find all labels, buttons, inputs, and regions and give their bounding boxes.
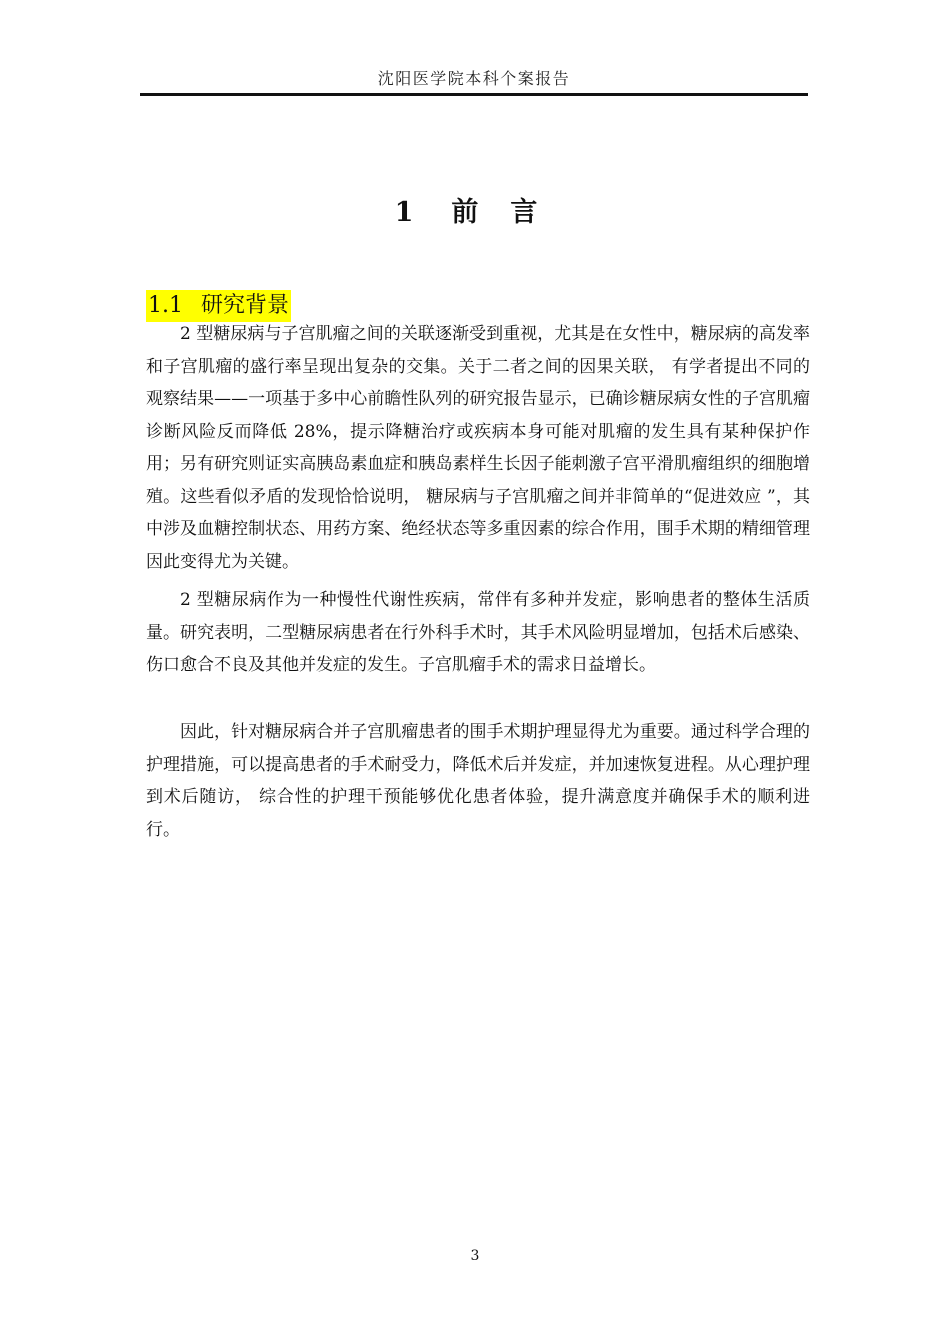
chapter-title-word-1: 前 (451, 197, 479, 229)
chapter-number: 1 (394, 197, 414, 229)
body-paragraph-1: 2 型糖尿病与子宫肌瘤之间的关联逐渐受到重视，尤其是在女性中，糖尿病的高发率和子宫肌瘤的盛行率呈现出复杂的交集。关于二者之间的因果关联， 有学者提出不同的观察结果——一项基于多中心前瞻性队列的研究报告显示，已确诊糖尿病女性的子宫肌瘤诊断风险反而降低 28%，提示降糖治疗或疾病本身可能对肌瘤的发生具有某种保护作用；另有研究则证实高胰岛素血症和胰岛素样生长因子能刺激子宫平滑肌瘤组织的细胞增殖。这些看似矛盾的发现恰恰说明， 糖尿病与子宫肌瘤之间并非简单的“促进效应 ”，其中涉及血糖控制状态、用药方案、绝经状态等多重因素的综合作用，围手术期的精细管理因此变得尤为关键。 (146, 324, 810, 572)
header-divider (140, 93, 808, 96)
page-number: 3 (470, 1248, 480, 1264)
chapter-title (140, 190, 808, 229)
section-number: 1.1 (148, 293, 183, 319)
body-paragraph-3: 因此，针对糖尿病合并子宫肌瘤患者的围手术期护理显得尤为重要。通过科学合理的护理措施，可以提高患者的手术耐受力，降低术后并发症，并加速恢复进程。从心理护理到术后随访， 综合性的护理干预能够优化患者体验，提升满意度并确保手术的顺利进行。 (146, 722, 810, 840)
running-header: 沈阳医学院本科个案报告 (377, 69, 571, 88)
section-title: 研究背景 (201, 293, 290, 319)
chapter-title-word-2: 言 (510, 197, 538, 229)
body-paragraph-2: 2 型糖尿病作为一种慢性代谢性疾病，常伴有多种并发症，影响患者的整体生活质量。研究表明，二型糖尿病患者在行外科手术时，其手术风险明显增加，包括术后感染、伤口愈合不良及其他并发症的发生。子宫肌瘤手术的需求日益增长。 (146, 590, 810, 675)
